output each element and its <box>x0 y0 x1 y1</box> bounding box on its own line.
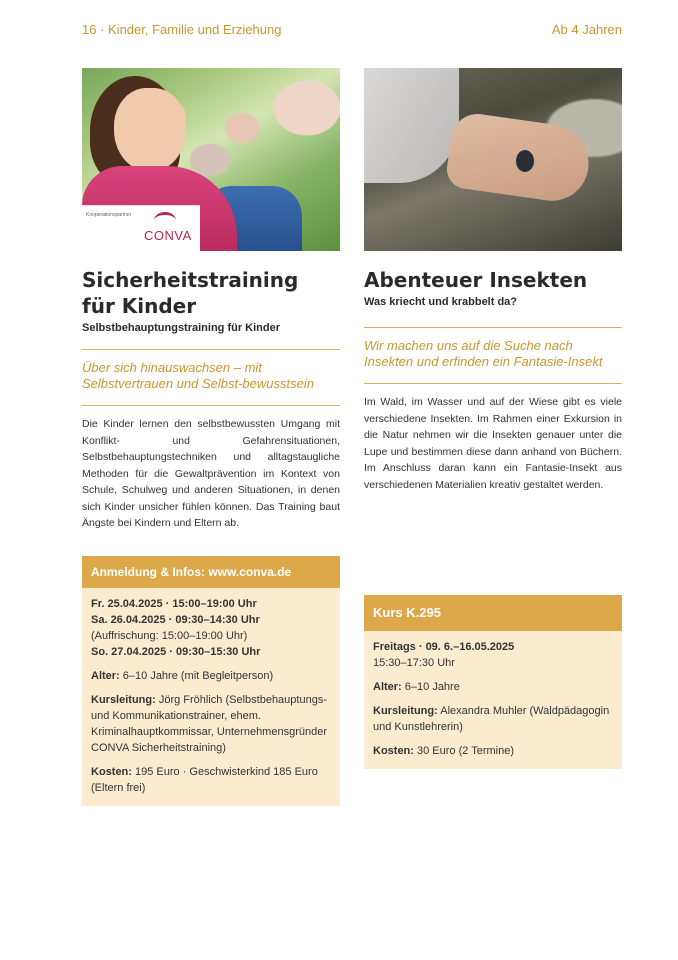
beetle-icon <box>516 150 534 172</box>
info-box-content <box>82 588 340 806</box>
course-description: Im Wald, im Wasser und auf der Wiese gibt es viele verschiedene Insekten. Im Rahmen einer Exkursion in die Natur nehmen wir die Insekten genauer unter die Lupe und bestimmen diese dann anhand von Büchern. Im Anschluss daran kann ein Fantasie-Insekt aus verschiedenen Materialien kreativ gestaltet werden. <box>364 396 622 491</box>
page-header <box>82 18 622 40</box>
cost-info: Kosten: 30 Euro (2 Termine) <box>373 745 515 757</box>
dates <box>373 639 613 671</box>
insect-photo <box>364 68 622 251</box>
lead-info: Kursleitung: Alexandra Muhler (Waldpädagogin und Kunstlehrerin) <box>373 705 610 733</box>
kids-photo <box>82 68 340 251</box>
divider <box>364 327 622 328</box>
lead-info: Kursleitung: Jörg Fröhlich (Selbstbehauptungs- und Kommunikationstrainer, ehem. Kriminalhauptkommissar, Unternehmensgründer CONVA Sicherheitstraining) <box>91 693 327 754</box>
conva-logo-icon <box>154 212 176 229</box>
date-3: So. 27.04.2025 · 09:30–15:30 Uhr <box>91 645 261 658</box>
info-box <box>82 556 340 806</box>
info-box-content <box>364 631 622 769</box>
cost-info: Kosten: 195 Euro · Geschwisterkind 185 Euro (Eltern frei) <box>91 765 318 794</box>
logo-caption: Kooperationspartner <box>86 212 132 218</box>
age-label: Ab 4 Jahren <box>551 21 622 37</box>
course-teaser: Wir machen uns auf die Suche nach Insekten und erfinden ein Fantasie-Insekt <box>364 338 603 369</box>
divider <box>82 349 340 350</box>
time: 15:30–17:30 Uhr <box>373 657 455 669</box>
course-subtitle: Selbstbehauptungstraining für Kinder <box>82 322 281 334</box>
date-2: Sa. 26.04.2025 · 09:30–14:30 Uhr <box>91 613 260 626</box>
course-subtitle: Was kriecht und krabbelt da? <box>364 296 518 308</box>
registration-link[interactable]: Anmeldung & Infos: www.conva.de <box>82 556 340 588</box>
date-2-note: (Auffrischung: 15:00–19:00 Uhr) <box>91 629 248 642</box>
title-line-2: für Kinder <box>82 294 197 318</box>
date-1: Freitags · 09. 6.–16.05.2025 <box>373 641 515 653</box>
course-left <box>82 68 340 806</box>
logo-brand: CONVA <box>144 228 192 243</box>
date-1: Fr. 25.04.2025 · 15:00–19:00 Uhr <box>91 597 257 610</box>
divider <box>364 383 622 384</box>
course-description: Die Kinder lernen den selbstbewussten Umgang mit Konflikt- und Gefahrensituationen, Selbstbehauptungstechniken und alltagstaugliche Methoden für die Gewaltprävention im Kontext von Schule, Schulweg und anderen Situationen, in denen sich Kinder unsicher fühlen können. Das Training baut Ängste bei Kindern und Eltern ab. <box>82 418 340 529</box>
course-teaser: Über sich hinauswachsen – mit Selbstvertrauen und Selbst-bewusstsein <box>82 360 314 391</box>
dates <box>91 596 331 660</box>
title-line-1: Sicherheitstraining <box>82 268 299 292</box>
partner-logo <box>82 205 200 251</box>
section-title: 16 · Kinder, Familie und Erziehung <box>82 21 282 37</box>
age-info: Alter: 6–10 Jahre <box>373 681 460 693</box>
course-title <box>82 267 340 319</box>
info-box <box>364 595 622 769</box>
age-info: Alter: 6–10 Jahre (mit Begleitperson) <box>91 669 274 682</box>
divider <box>82 405 340 406</box>
course-number: Kurs K.295 <box>364 595 622 631</box>
course-title: Abenteuer Insekten <box>364 268 588 292</box>
course-right <box>364 68 622 769</box>
